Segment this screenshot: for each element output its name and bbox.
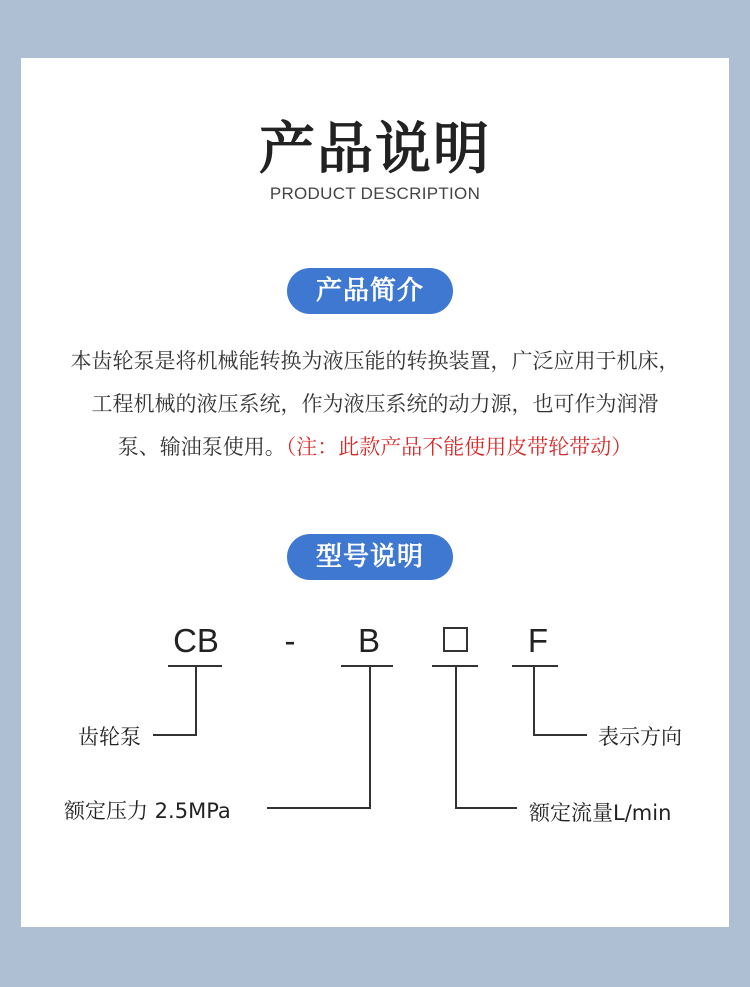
page-title: 产品说明 [259,117,491,182]
code-f: F [527,622,549,659]
code-b: B [357,622,380,659]
intro-badge: 产品简介 [287,268,453,314]
code-cb: CB [173,622,219,659]
leader-pressure [267,666,370,808]
leader-gear-pump [153,666,196,735]
code-dash: - [284,622,296,659]
label-gear-pump: 齿轮泵 [78,725,141,749]
model-badge: 型号说明 [287,534,453,580]
intro-line-1: 本齿轮泵是将机械能转换为液压能的转换装置，广泛应用于机床， [70,349,680,373]
intro-note: （注：此款产品不能使用皮带轮带动） [285,435,633,459]
label-pressure: 额定压力 2.5MPa [64,799,231,823]
leader-direction [534,666,587,735]
label-direction: 表示方向 [598,725,682,749]
intro-line-3-text: 泵、输油泵使用。 [117,435,286,459]
page-subtitle: PRODUCT DESCRIPTION [269,184,481,203]
leader-flow [456,666,517,808]
label-flow: 额定流量L/min [529,801,672,825]
intro-line-2: 工程机械的液压系统，作为液压系统的动力源，也可作为润滑 [91,392,659,416]
